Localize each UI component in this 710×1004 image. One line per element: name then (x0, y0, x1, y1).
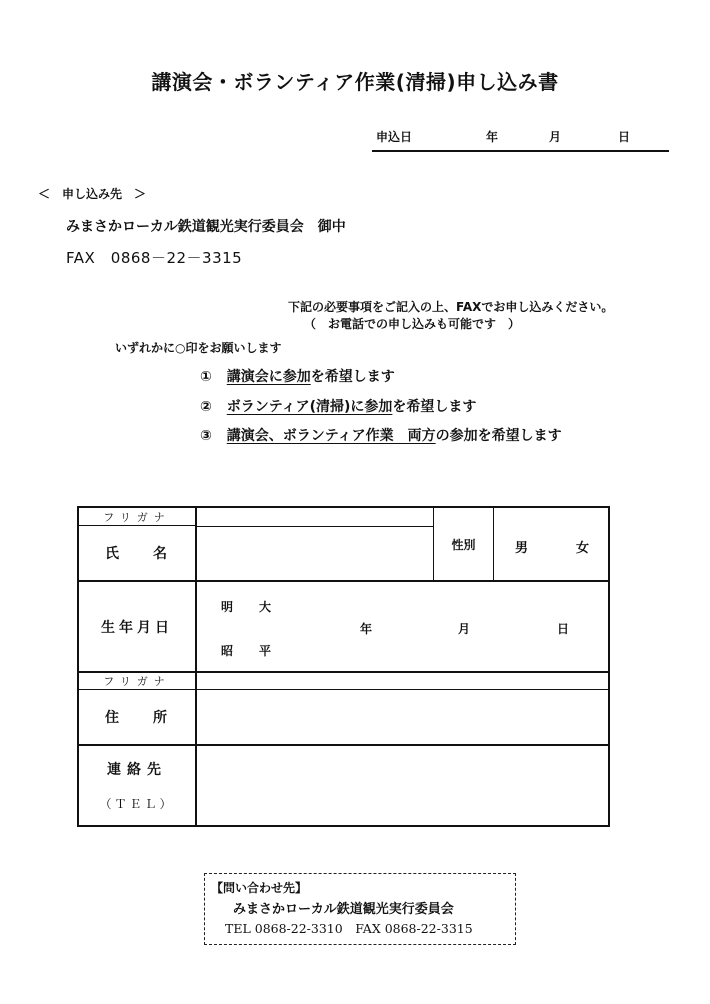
name-label: 氏 名 (105, 546, 169, 562)
select-prompt: いずれかに○印をお願いします (115, 341, 282, 355)
era-showa-option[interactable]: 昭 (221, 644, 234, 658)
option-3-number: ③ (200, 428, 212, 444)
name-furigana-label: フリガナ (103, 510, 171, 524)
option-1-rest: を希望します (310, 369, 395, 385)
gender-male-option[interactable]: 男 (515, 541, 529, 556)
option-2-underlined: ボランティア(清掃)に参加 (226, 399, 393, 415)
contact-label: 連絡先 (107, 762, 167, 778)
dob-day-label: 日 (557, 622, 570, 636)
address-furigana-input[interactable] (197, 673, 608, 689)
era-meiji-option[interactable]: 明 (221, 600, 234, 614)
application-form-table (77, 506, 610, 827)
recipient-name: みまさかローカル鉄道観光実行委員会 御中 (66, 219, 346, 235)
contact-tel-label: （ＴＥＬ） (99, 796, 175, 811)
era-heisei-option[interactable]: 平 (259, 644, 272, 658)
application-date-label: 申込日 (376, 130, 413, 144)
application-day-label: 日 (618, 130, 631, 144)
name-furigana-input[interactable] (197, 508, 433, 525)
address-input[interactable] (197, 690, 608, 744)
instruction-line-2: （ お電話での申し込みも可能です ） (304, 317, 521, 331)
option-1-underlined: 講演会に参加 (226, 369, 311, 385)
inquiry-box (204, 873, 516, 945)
option-1-number: ① (200, 369, 212, 385)
option-2[interactable] (200, 396, 476, 416)
option-2-number: ② (200, 399, 212, 415)
era-taisho-option[interactable]: 大 (259, 600, 272, 614)
inquiry-heading: 【問い合わせ先】 (211, 881, 308, 895)
recipient-heading: ＜ 申し込み先 ＞ (38, 187, 147, 201)
option-1[interactable] (200, 366, 395, 386)
application-year-label: 年 (486, 130, 499, 144)
gender-female-option[interactable]: 女 (576, 541, 590, 556)
inquiry-org: みまさかローカル鉄道観光実行委員会 (233, 902, 454, 917)
contact-input[interactable] (197, 746, 608, 825)
option-3[interactable] (200, 425, 562, 445)
option-3-rest: の参加を希望します (435, 428, 562, 444)
option-2-rest: を希望します (392, 399, 477, 415)
application-month-label: 月 (549, 130, 562, 144)
dob-year-label: 年 (360, 622, 373, 636)
gender-label: 性別 (451, 537, 476, 552)
address-furigana-label: フリガナ (103, 675, 171, 688)
dob-month-label: 月 (458, 622, 471, 636)
inquiry-tel-fax: TEL 0868-22-3310 FAX 0868-22-3315 (225, 921, 473, 936)
application-date-field[interactable] (372, 128, 669, 152)
gender-right-divider (493, 508, 494, 581)
page-title: 講演会・ボランティア作業(清掃)申し込み書 (151, 70, 559, 94)
name-input[interactable] (197, 527, 433, 580)
address-label: 住 所 (105, 710, 169, 726)
dob-label: 生年月日 (101, 619, 173, 636)
recipient-fax: FAX 0868－22－3315 (66, 249, 243, 267)
option-3-underlined: 講演会、ボランティア作業 両方 (226, 428, 436, 444)
instruction-line-1: 下記の必要事項をご記入の上、FAXでお申し込みください。 (288, 300, 614, 314)
